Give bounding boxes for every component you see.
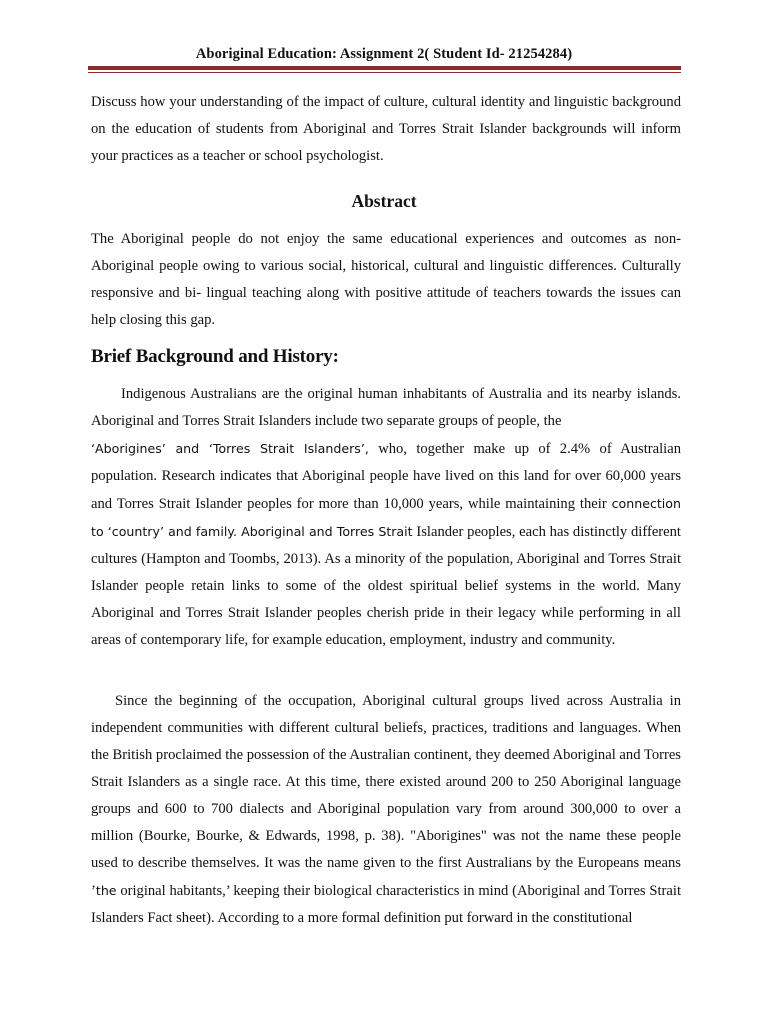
abstract-text: The Aboriginal people do not enjoy the same educational experiences and outcomes as non-Aboriginal people owing to various social, historical, cultural and linguistic differences. Culturally responsive and bi- lingual teaching along with positive attitude of teachers towards the issues can help closing this gap. xyxy=(91,231,681,328)
background-paragraph-2 xyxy=(91,688,681,932)
header-rule xyxy=(88,66,681,70)
background-paragraph-1 xyxy=(91,381,681,654)
para1-quoted-terms: ‘Aborigines’ and ‘Torres Strait Islanders’, xyxy=(91,441,369,456)
para1-part1: Indigenous Australians are the original human inhabitants of Australia and its nearby islands. Aboriginal and Torres Strait Islanders include two separate groups of people, the xyxy=(91,386,681,429)
para2-part1: Since the beginning of the occupation, Aboriginal cultural groups lived across Australia in independent communities with different cultural beliefs, practices, traditions and languages. When the British proclaimed the possession of the Australian continent, they deemed Aboriginal and Torres Strait Islanders as a single race. At this time, there existed around 200 to 250 Aboriginal language groups and 600 to 700 dialects and Aboriginal population vary from around 300,000 to over a million (Bourke, Bourke, & Edwards, 1998, p. 38). "Aborigines" was not the name these people used to describe themselves. It was the name given to the first Australians by the Europeans means ’ xyxy=(91,693,681,899)
document-header-title: Aboriginal Education: Assignment 2( Student Id- 21254284) xyxy=(195,46,573,62)
section-heading: Brief Background and History: xyxy=(91,346,339,367)
para1-part3: who, together make up of 2.4% of Australian population. Research indicates that Aboriginal people have lived on this land for over 60,000 years and Torres Strait Islander peoples for more than 10,000 years, while maintaining their xyxy=(91,441,682,512)
header-rule-thin xyxy=(88,72,681,73)
abstract-heading: Abstract xyxy=(351,191,417,211)
assignment-question: Discuss how your understanding of the impact of culture, cultural identity and linguistic background on the education of students from Aboriginal and Torres Strait Islander backgrounds will inform your practices as a teacher or school psychologist. xyxy=(91,94,681,164)
para2-the: the xyxy=(95,883,117,898)
para1-connection-phrase: connection to ‘country’ and family. Aboriginal and Torres Strait xyxy=(91,496,681,539)
para1-part5: Islander peoples, each has distinctly different cultures (Hampton and Toombs, 2013). As a minority of the population, Aboriginal and Torres Strait Islander people retain links to some of the oldest spiritual belief systems in the world. Many Aboriginal and Torres Strait Islander peoples cherish pride in their legacy while performing in all areas of contemporary life, for example education, employment, industry and community. xyxy=(91,524,681,648)
para2-part3: original habitants,’ keeping their biological characteristics in mind (Aboriginal and Torres Strait Islanders Fact sheet). According to a more formal definition put forward in the constitutional xyxy=(91,883,681,926)
